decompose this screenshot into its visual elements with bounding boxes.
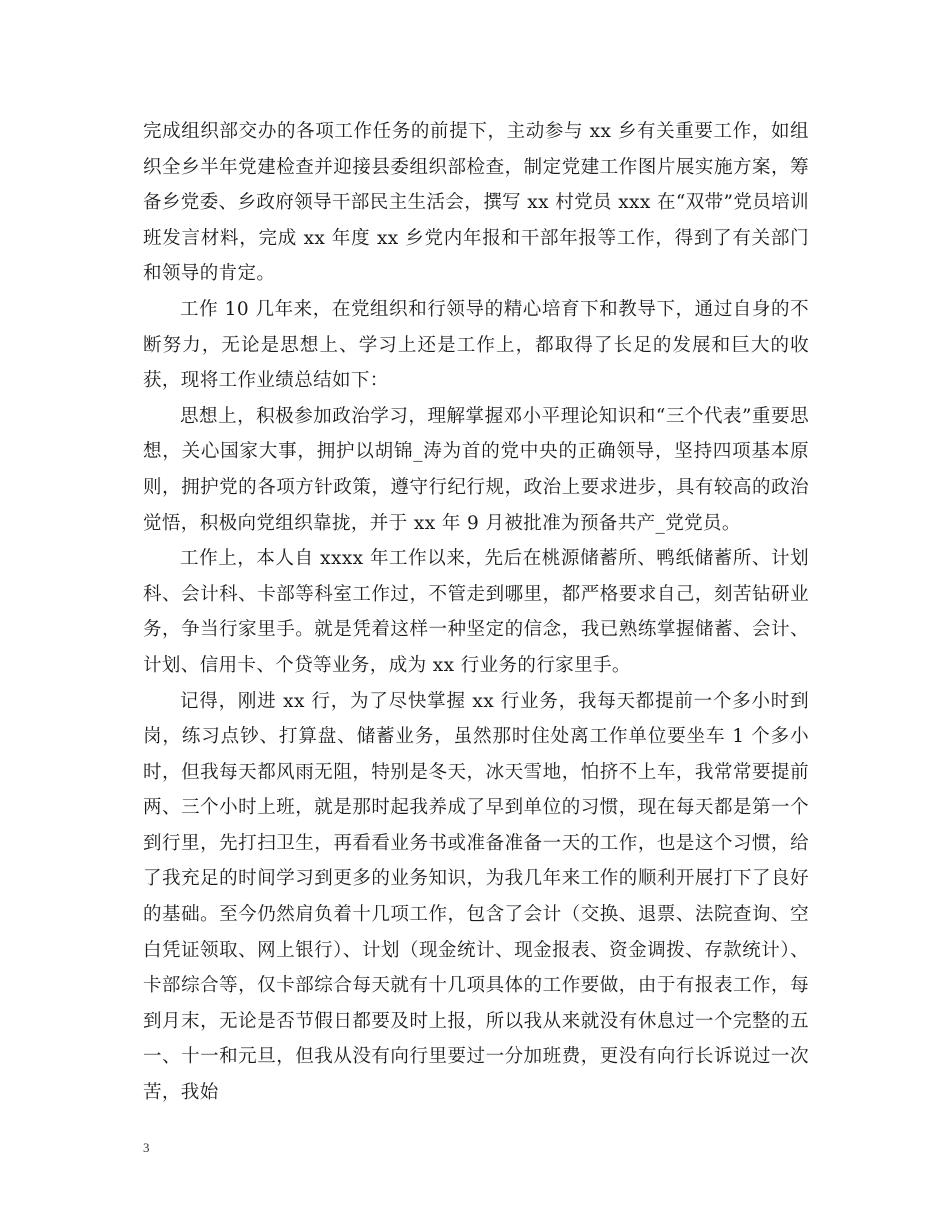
document-body [143, 114, 809, 1111]
page-number: 3 [143, 1140, 150, 1155]
paragraph: 工作 10 几年来，在党组织和行领导的精心培育下和教导下，通过自身的不断努力，无论是思想上、学习上还是工作上，都取得了长足的发展和巨大的收获，现将工作业绩总结如下： [143, 298, 809, 392]
paragraph: 思想上，积极参加政治学习，理解掌握邓小平理论知识和“三个代表”重要思想，关心国家大事，拥护以胡锦_涛为首的党中央的正确领导，坚持四项基本原则，拥护党的各项方针政策，遵守行纪行规，政治上要求进步，具有较高的政治觉悟，积极向党组织靠拢，并于 xx 年 9 月被批准为预备共产_党党员。 [143, 405, 809, 534]
paragraph: 工作上，本人自 xxxx 年工作以来，先后在桃源储蓄所、鸭纸储蓄所、计划科、会计科、卡部等科室工作过，不管走到哪里，都严格要求自己，刻苦钻研业务，争当行家里手。就是凭着这样一种坚定的信念，我已熟练掌握储蓄、会计、计划、信用卡、个贷等业务，成为 xx 行业务的行家里手。 [143, 548, 809, 676]
paragraph: 记得，刚进 xx 行，为了尽快掌握 xx 行业务，我每天都提前一个多小时到岗，练习点钞、打算盘、储蓄业务，虽然那时住处离工作单位要坐车 1 个多小时，但我每天都风雨无阻，特别是冬天，冰天雪地，怕挤不上车，我常常要提前两、三个小时上班，就是那时起我养成了早到单位的习惯，现在每天都是第一个到行里，先打扫卫生，再看看业务书或准备准备一天的工作，也是这个习惯，给了我充足的时间学习到更多的业务知识，为我几年来工作的顺利开展打下了良好的基础。至今仍然肩负着十几项工作，包含了会计（交换、退票、法院查询、空白凭证领取、网上银行）、计划（现金统计、现金报表、资金调拨、存款统计）、卡部综合等，仅卡部综合每天就有十几项具体的工作要做，由于有报表工作，每到月末，无论是否节假日都要及时上报，所以我从来就没有休息过一个完整的五一、十一和元旦，但我从没有向行里要过一分加班费，更没有向行长诉说过一次苦，我始 [143, 690, 809, 1104]
paragraph-continued: 完成组织部交办的各项工作任务的前提下，主动参与 xx 乡有关重要工作，如组织全乡半年党建检查并迎接县委组织部检查，制定党建工作图片展实施方案，筹备乡党委、乡政府领导干部民主生活会，撰写 xx 村党员 xxx 在“双带”党员培训班发言材料，完成 xx 年度 xx 乡党内年报和干部年报等工作，得到了有关部门和领导的肯定。 [143, 121, 810, 285]
